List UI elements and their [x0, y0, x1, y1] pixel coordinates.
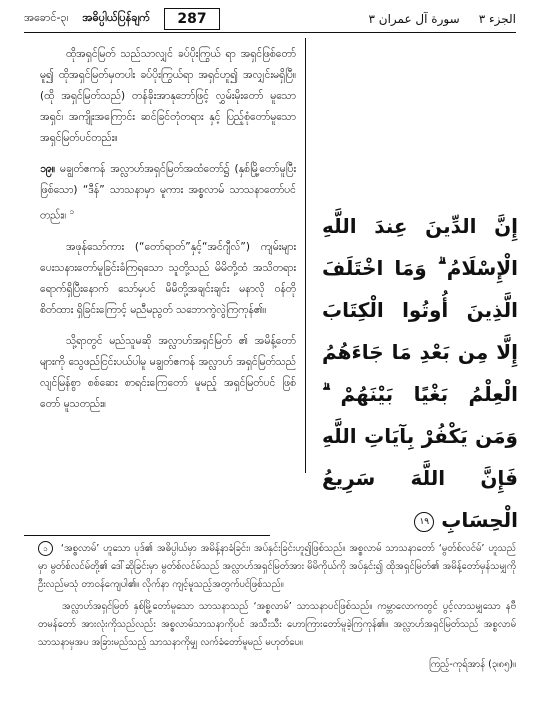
footnote-1 [38, 540, 516, 594]
page-number: 287 [164, 8, 220, 30]
footnote-1-text: ‘အစ္စလာမ်’ ဟူသော ပုဒ်၏ အဓိပ္ပါယ်မှာ အမိန့်နာခံခြင်း၊ အပ်နှင်းခြင်းဟူ၍ဖြစ်သည်။ အစ္စလာမ် သာသနာတော် ‘မွတ်စ်လင်မ်’ ဟူသည်မှာ မွတ်စ်လင်မ်တို့၏ ဒေါ်ဆိုခြင်းမှာ မွတ်စ်လင်မ်သည် အလ္လာဟ်အရှင်မြတ်အား မိမိကိုယ်ကို အပ်နှင်း၍ ထိုအရှင်မြတ်၏ အမိန့်တော်မှန်သမျှကို ဦးလည်မသုံ တာဝန်ကျေပါ၏။ လိုက်နာ ကျင့်မူသည့်အတွက်ပင်ဖြစ်သည်။ [38, 543, 516, 590]
footnote-2: အလ္လာဟ်အရှင်မြတ် နှစ်မြို့တော်မူသော သာသနာသည် ‘အစ္စလာမ်’ သာသနာပင်ဖြစ်သည်။ ကမ္ဘာလောကတွင် ပွင့်လာသမျှသော နဗီတမန်တော် အားလုံးကိုသည်လည်း အစ္စလာမ်သာသနာကိုပင် အသီးသီး ဟောကြားတော်မူခဲ့ကြကုန်၏။ အလ္လာဟ်အရှင်မြတ်သည် အစ္စလာမ်သာသနာမှအပ အခြားမည်သည့် သာသနာကိုမျှ လက်ခံတော်မူမည် မဟုတ်ပေ။ [38, 601, 516, 648]
ayah-number-marker: ١٩ [414, 512, 434, 532]
paragraph-4: သို့ရာတွင် မည်သူမဆို အလ္လာဟ်အရှင်မြတ် ၏ အမိန့်တော်များကို သွေဖည်ငြင်းပယ်ပါမူ မချွတ်ဧကန် အလ္လာဟ် အရှင်မြတ်သည် လျင်မြန်စွာ စစ်ဆေး စာရင်းကြေတော် မူမည့် အရှင်မြတ်ပင် ဖြစ်တော် မူသတည်း။ [40, 334, 296, 410]
translation-column [40, 44, 296, 425]
footnote-source: ကြည့်-ကုရ်အာန် (၃၊၈၅)။ [429, 659, 516, 670]
paragraph-1: ထိုအရှင်မြတ် သည်သာလျှင် ခပ်ပိုးကြွယ် ရာ အရှင်ဖြစ်တော်မူ၍ ထိုအရှင်မြတ်မှတပါး ခပ်ပိုးကြွယ်ရာ အရှင်ဟူ၍ အလျှင်းမရှိပြီ။ (ထို အရှင်မြတ်သည်) တန်ခိုးအာနုဘော်ဖြင့် လွှမ်းမိုးတော် မူသောအရှင်၊ အကျိုးအကြောင်း ဆင်ခြင်တုံတရား နှင့် ပြည့်စုံတော်မူသောအရှင်မြတ်ပင်တည်း။ [40, 48, 296, 144]
column-separator [305, 38, 306, 473]
surah-label: سورة آل عمران ٣ [368, 12, 460, 26]
arabic-text: إِنَّ الدِّينَ عِندَ اللَّهِ الْإِسْلَامُ ۗ وَمَا اخْتَلَفَ الَّذِينَ أُوتُوا الْكِتَابَ إِلَّا مِن بَعْدِ مَا جَاءَهُمُ الْعِلْمُ بَغْيًا بَيْنَهُمْ ۗ وَمَن يَكْفُرْ بِآيَاتِ اللَّهِ فَإِنَّ اللَّهَ سَرِيعُ الْحِسَابِ [322, 214, 518, 532]
header-right [368, 12, 516, 26]
chapter-label: အခောင်-၃၊ [24, 11, 69, 24]
footnote-marker: ၁ [38, 541, 53, 556]
paragraph-2-text: မချွတ်ဧကန် အလ္လာဟ်အရှင်မြတ်အထံတော်၌ (နှစ်မြို့တော်မူပြီးဖြစ်သော) “ဒီန်” သာသနာမှာ မူကား အစ္စလာမ် သာသနာတော်ပင်တည်း။ [40, 163, 296, 222]
footnote-reference[interactable]: ၁ [69, 207, 75, 216]
paragraph-2 [40, 159, 296, 227]
book-title: အဓိပ္ပါယ်ပြန်ချက် [82, 11, 151, 24]
paragraph-3: အဖုန်သော်ကား (“တော်ရာတ်”နှင့်“အင်ဂျီလ်”) ကျမ်းများ ပေးသနားတော်မူခြင်းခံကြရသော သူတို့သည် မိမိတို့ထံ အသိတရား ရောက်ရှိပြီးနောက် သော်မှပင် မိမိတို့အချင်းချင်း မနာလို ဝန်တိုစိတ်ထား ရှိခြင်းကြောင့် မညီမညွတ် သဘောကွဲလွဲကြကုန်၏။ [40, 240, 296, 316]
footnotes [38, 540, 516, 678]
verse-number: ၁၉။ [40, 163, 55, 175]
page-header [24, 8, 516, 30]
header-left [24, 8, 220, 30]
arabic-verse [322, 205, 518, 541]
footnote-rule [24, 535, 270, 536]
juz-label: الجزء ٣ [478, 12, 516, 26]
header-rule [24, 32, 516, 33]
